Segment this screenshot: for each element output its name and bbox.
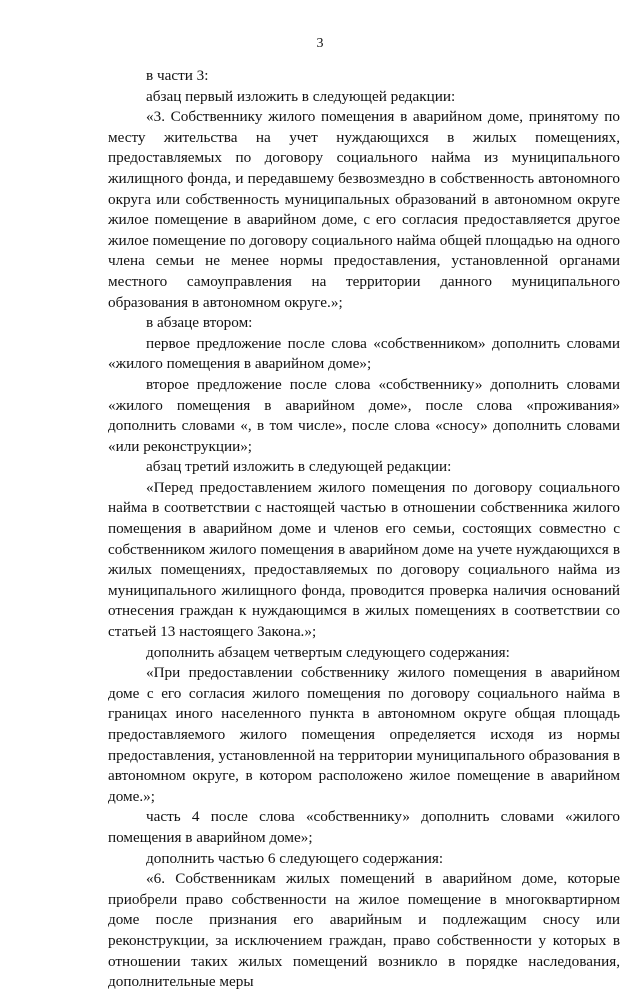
- document-body: [108, 66, 620, 993]
- paragraph: дополнить абзацем четвертым следующего содержания:: [146, 643, 510, 661]
- paragraph: первое предложение после слова «собственником» дополнить словами «жилого помещения в аварийном доме»;: [108, 334, 620, 373]
- paragraph: второе предложение после слова «собственнику» дополнить словами «жилого помещения в аварийном доме», после слова «проживания» дополнить словами «, в том числе», после слова «сносу» дополнить словами «или реконструкции»;: [108, 375, 620, 455]
- paragraph: в части 3:: [146, 67, 209, 84]
- paragraph: абзац третий изложить в следующей редакции:: [146, 458, 452, 476]
- paragraph: «6. Собственникам жилых помещений в аварийном доме, которые приобрели право собственности на жилое помещение в многоквартирном доме после признания его аварийным и подлежащим сносу или реконструкции, за исключением граждан, право собственности у которых в отношении таких жилых помещений возникло в порядке наследования, дополнительные меры: [108, 870, 620, 991]
- paragraph: «3. Собственнику жилого помещения в аварийном доме, принятому по месту жительства на учет нуждающихся в жилых помещениях, предоставляемых по договору социального найма из муниципального жилищного фонда, и передавшему безвозмездно в собственность автономного округа или собственность муниципальных образований в автономном округе жилое помещение в аварийном доме, с его согласия предоставляется другое жилое помещение по договору социального найма общей площадью на одного члена семьи не менее нормы предоставления, установленной органами местного самоуправления на территории данного муниципального образования в автономном округе.»;: [108, 108, 620, 311]
- page-number: 3: [316, 36, 324, 51]
- paragraph: в абзаце втором:: [146, 314, 253, 332]
- paragraph: «При предоставлении собственнику жилого помещения в аварийном доме с его согласия жилого помещения по договору социального найма в границах иного населенного пункта в автономном округе общая площадь предоставляемого жилого помещения определяется исходя из нормы предоставления, установленной на территории муниципального образования в автономном округе, в котором расположено жилое помещение в аварийном доме.»;: [108, 664, 620, 805]
- paragraph: «Перед предоставлением жилого помещения по договору социального найма в соответствии с настоящей частью в отношении собственника жилого помещения в аварийном доме и членов его семьи, состоящих совместно с собственником жилого помещения в аварийном доме на учете нуждающихся в жилых помещениях, предоставляемых по договору социального найма из муниципального жилищного фонда, проводится проверка наличия оснований отнесения граждан к нуждающимся в жилых помещениях в соответствии со статьей 13 настоящего Закона.»;: [108, 478, 620, 641]
- paragraph: часть 4 после слова «собственнику» дополнить словами «жилого помещения в аварийном доме»;: [108, 808, 620, 846]
- paragraph: дополнить частью 6 следующего содержания:: [146, 849, 444, 867]
- paragraph: абзац первый изложить в следующей редакции:: [146, 87, 456, 105]
